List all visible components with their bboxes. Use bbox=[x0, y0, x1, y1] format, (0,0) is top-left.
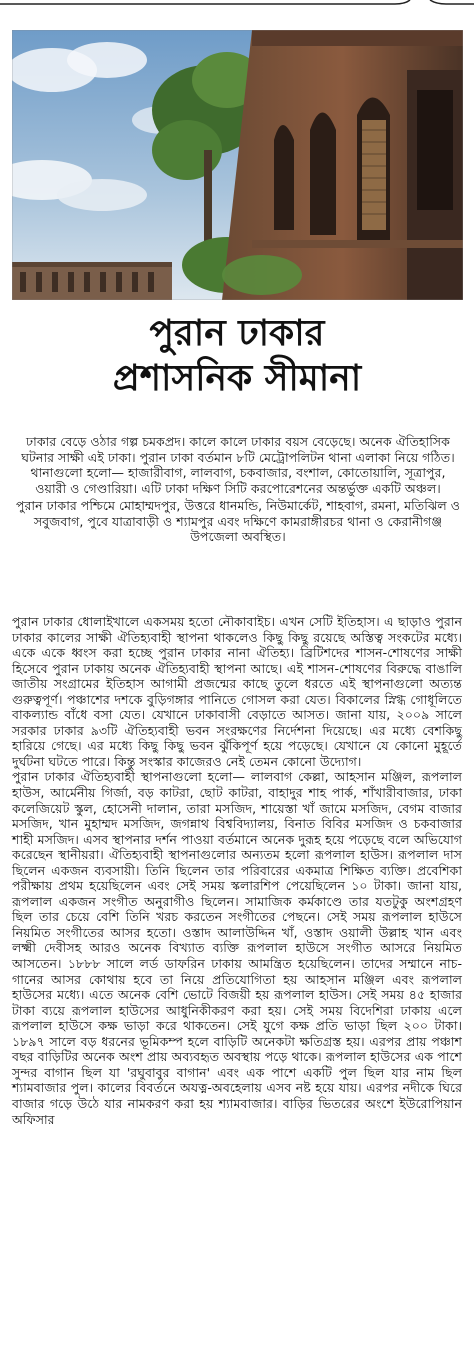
intro-paragraph: ঢাকার বেড়ে ওঠার গল্প চমকপ্রদ। কালে কালে ঢাকার বয়স বেড়েছে। অনেক ঐতিহাসিক ঘটনার সাক্ষী এই ঢাকা। পুরান ঢাকা বর্তমান ৮টি মেট্রোপলিটন থানা এলাকা নিয়ে গঠিত। থানাগুলো হলো— হাজারীবাগ, লালবাগ, চকবাজার, বংশাল, কোতোয়ালি, সূত্রাপুর, ওয়ারী ও গেণ্ডারিয়া। এটি ঢাকা দক্ষিণ সিটি করপোরেশনের অন্তর্ভুক্ত একটি অঞ্চল। bbox=[21, 434, 455, 497]
article-body bbox=[12, 614, 462, 1127]
intro-paragraphs bbox=[14, 434, 462, 546]
headline-line-1: পুরান ঢাকার bbox=[149, 313, 325, 354]
heritage-building-photo bbox=[12, 30, 463, 300]
article-headline bbox=[0, 312, 474, 402]
intro-paragraph: পুরান ঢাকার পশ্চিমে মোহাম্মদপুর, উত্তরে ধানমন্ডি, নিউমার্কেট, শাহবাগ, রমনা, মতিঝিল ও সবুজবাগ, পুবে যাত্রাবাড়ী ও শ্যামপুর এবং দক্ষিণে কামরাঙ্গীরচর থানা ও কেরানীগঞ্জ উপজেলা অবস্থিত। bbox=[15, 497, 461, 545]
body-paragraph: পুরান ঢাকার ঐতিহ্যবাহী স্থাপনাগুলো হলো— লালবাগ কেল্লা, আহসান মঞ্জিল, রূপলাল হাউস, আর্মেনীয় গির্জা, বড় কাটরা, ছোট কাটরা, বাহাদুর শাহ পার্ক, শাঁখারীবাজার, ঢাকা কলেজিয়েট স্কুল, হোসেনী দালান, তারা মসজিদ, শায়েস্তা খাঁ জামে মসজিদ, বেগম বাজার মসজিদ, খান মুহাম্মদ মসজিদ, জগন্নাথ বিশ্ববিদ্যালয়, বিনাত বিবির মসজিদ ও চকবাজার শাহী মসজিদ। এসব স্থাপনার দর্শন পাওয়া বর্তমানে অনেক দুরূহ হয়ে পড়েছে বলে অভিযোগ করেছেন স্থানীয়রা। ঐতিহ্যবাহী স্থাপনাগুলোর অন্যতম হলো রূপলাল হাউস। রূপলাল দাস ছিলেন একজন ব্যবসায়ী। তিনি ছিলেন তার পরিবারের একমাত্র শিক্ষিত ব্যক্তি। প্রবেশিকা পরীক্ষায় প্রথম হয়েছিলেন এবং সেই সময় স্কলারশিপ পেয়েছিলেন ১০ টাকা। জানা যায়, রূপলাল একজন সংগীত অনুরাগীও ছিলেন। সামাজিক কর্মকাণ্ডে তার যতটুকু অংশগ্রহণ ছিল তার চেয়ে বেশি তিনি খরচ করতেন সংগীতের পেছনে। সেই সময় রূপলাল হাউসে নিয়মিত সংগীতের আসর হতো। ওস্তাদ আলাউদ্দিন খাঁ, ওস্তাদ ওয়ালী উল্লাহ খান এবং লক্ষ্মী দেবীসহ আরও অনেক বিখ্যাত ব্যক্তি রূপলাল হাউসে সংগীত আসরে নিয়মিত আসতেন। ১৮৮৮ সালে লর্ড ডাফরিন ঢাকায় আমন্ত্রিত হয়েছিলেন। তাদের সম্মানে নাচ-গানের আসর কোথায় হবে তা নিয়ে প্রতিযোগিতা হয় আহসান মঞ্জিল এবং রূপলাল হাউসের মধ্যে। এতে অনেক বেশি ভোটে বিজয়ী হয় রূপলাল হাউস। সেই সময় ৪৫ হাজার টাকা ব্যয়ে রূপলাল হাউসের আধুনিকীকরণ করা হয়। সেই সময় বিদেশিরা ঢাকায় এলে রূপলাল হাউসে কক্ষ ভাড়া করে থাকতেন। সেই যুগে কক্ষ প্রতি ভাড়া ছিল ২০০ টাকা। ১৮৯৭ সালে বড় ধরনের ভূমিকম্প হলে বাড়িটি অনেকটা ক্ষতিগ্রস্ত হয়। এরপর প্রায় পঞ্চাশ বছর বাড়িটির অনেক অংশ প্রায় অব্যবহৃত অবস্থায় পড়ে থাকে। রূপলাল হাউসের এক পাশে সুন্দর বাগান ছিল যা 'রঘুবাবুর বাগান' এবং এক পাশে একটি পুল ছিল যার নাম ছিল শ্যামবাজার পুল। কালের বিবর্তনে অযত্ন-অবহেলায় এসব নষ্ট হয়ে যায়। এরপর নদীকে ঘিরে বাজার গড়ে উঠে যার নামকরণ করা হয় শ্যামবাজার। বাড়ির ভিতরের অংশে ইউরোপিয়ান অফিসার bbox=[12, 769, 463, 1127]
headline-line-2: প্রশাসনিক সীমানা bbox=[112, 358, 362, 399]
body-paragraph: পুরান ঢাকার ধোলাইখালে একসময় হতো নৌকাবাইচ। এখন সেটি ইতিহাস। এ ছাড়াও পুরান ঢাকার কালের সাক্ষী ঐতিহ্যবাহী স্থাপনা থাকলেও কিছু কিছু রয়েছে অস্তিত্ব সংকটের মধ্যে। একে একে ধ্বংস করা হচ্ছে পুরান ঢাকার নানা ঐতিহ্য। ব্রিটিশদের শাসন-শোষণের সাক্ষী হিসেবে পুরান ঢাকায় অনেক ঐতিহ্যবাহী স্থাপনা আছে। এই শাসন-শোষণের বিরুদ্ধে বাঙালি জাতীয় সংগ্রামের ইতিহাস আগামী প্রজন্মের কাছে তুলে ধরতে এই স্থাপনাগুলো অত্যন্ত গুরুত্বপূর্ণ। পঞ্চাশের দশকে বুড়িগঙ্গার পানিতে গোসল করা যেত। বিকালের স্নিগ্ধ গোধূলিতে বাকল্যান্ড বাঁধে বসা যেত। যেখানে ঢাকাবাসী বেড়াতে আসত। জানা যায়, ২০০৯ সালে সরকার ঢাকার ৯৩টি ঐতিহ্যবাহী ভবন সংরক্ষণের নির্দেশনা দিয়েছে। এর মধ্যে বেশকিছু হারিয়ে গেছে। এর মধ্যে কিছু কিছু ভবন ঝুঁকিপূর্ণ হয়ে পড়েছে। যেখানে যে কোনো মুহূর্তে দুর্ঘটনা ঘটতে পারে। কিন্তু সংস্কার কাজেরও নেই তেমন কোনো উদ্যোগ। bbox=[12, 614, 462, 769]
page-top-border bbox=[0, 0, 474, 10]
